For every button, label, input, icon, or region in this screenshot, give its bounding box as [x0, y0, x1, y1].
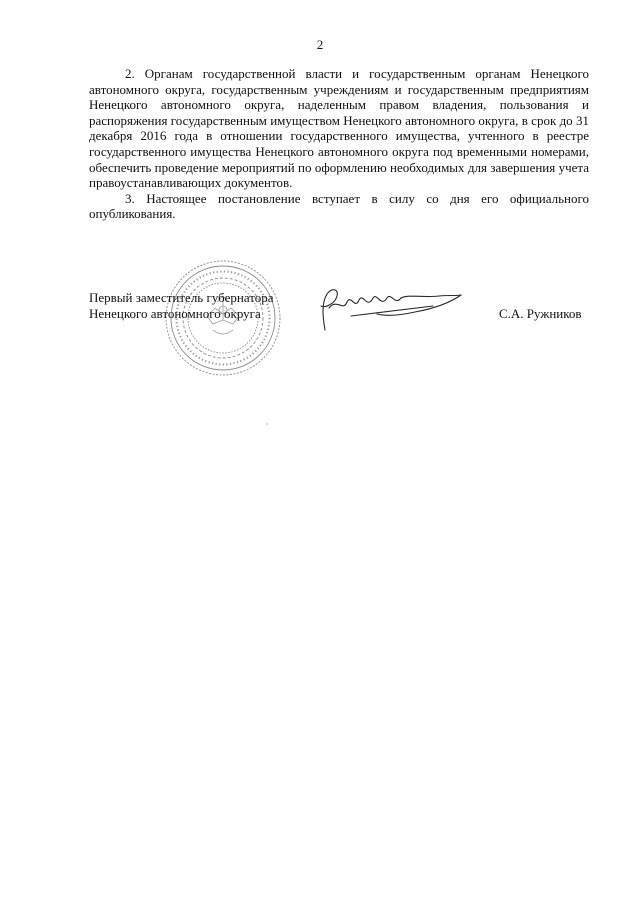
signature-block: [89, 290, 594, 390]
signer-name: С.А. Ружников: [499, 305, 582, 321]
handwritten-signature: [311, 284, 471, 334]
signer-title-line-1: Первый заместитель губернатора: [89, 290, 274, 305]
scan-speck: [266, 423, 268, 425]
page-number: 2: [316, 37, 324, 52]
signer-title: [89, 290, 274, 321]
document-body: [89, 66, 589, 222]
paragraph-3: 3. Настоящее постановление вступает в силу со дня его официального опубликования.: [89, 190, 589, 222]
signer-title-line-2: Ненецкого автономного округа: [89, 305, 261, 321]
paragraph-2: 2. Органам государственной власти и государственным органам Ненецкого автономного округа, государственным учреждениям и государственным предприятиям Ненецкого автономного округа, наделенным правом владения, пользования и распоряжения государственным имуществом Ненецкого автономного округа, в срок до 31 декабря 2016 года в отношении государственного имущества, учтенного в реестре государственного имущества Ненецкого автономного округа под временными номерами, обеспечить проведение мероприятий по оформлению необходимых для завершения учета правоустанавливающих документов.: [89, 66, 589, 191]
